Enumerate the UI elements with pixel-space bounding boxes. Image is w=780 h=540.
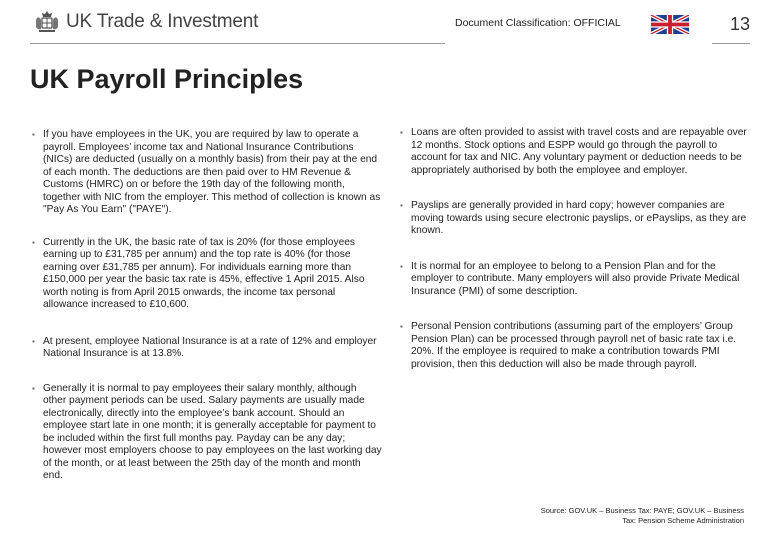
document-classification: Document Classification: OFFICIAL [455, 17, 621, 29]
header-divider-right [712, 43, 750, 44]
header-divider-left [30, 43, 445, 44]
royal-crest-icon [34, 10, 60, 34]
bullet-personal-pension: ▪ Personal Pension contributions (assuming part of the employers’ Group Pension Plan) can be processed through payroll net of basic rate tax i.e. 20%. If the employee is required to make a contribution towards PMI provision, then this deduction will also be made through payroll. [400, 321, 755, 371]
bullet-national-insurance: ▪ At present, employee National Insurance is at a rate of 12% and employer National Insurance is at 13.8%. [32, 336, 382, 361]
logo [34, 10, 258, 34]
bullet-salary-payment: ▪ Generally it is normal to pay employees their salary monthly, although other payment periods can be used. Salary payments are usually made electronically, directly into the employee’s bank account. Should an employee start late in one month; it is generally acceptable for payment to be included within the first full months pay. Payday can be any day; however most employers choose to pay employees on the last working day of the month, or at least between the 25th day of the month and month end. [32, 383, 382, 483]
right-bullet-list [400, 127, 755, 371]
page-title: UK Payroll Principles [30, 64, 304, 94]
bullet-payslips: ▪ Payslips are generally provided in hard copy; however companies are moving towards using secure electronic payslips, or ePayslips, as they are known. [400, 200, 755, 238]
logo-text: UK Trade & Investment [66, 11, 259, 32]
union-jack-icon [638, 15, 702, 39]
bullet-loans: ▪ Loans are often provided to assist with travel costs and are repayable over 12 months. Stock options and ESPP would go through the payroll to account for tax and NIC. Any voluntary payment or deduction needs to be appropriately authorised by both the employee and employer. [400, 127, 755, 177]
bullet-paye: ▪ If you have employees in the UK, you are required by law to operate a payroll. Employees’ income tax and National Insurance Contributions (NICs) are deducted (usually on a monthly basis) from their pay at the end of each month. The deductions are then paid over to HM Revenue & Customs (HMRC) on or before the 19th day of the following month, together with NIC from the employer. This method of collection is known as "Pay As You Earn" ("PAYE"). [32, 129, 382, 217]
left-bullet-list [32, 129, 382, 483]
bullet-tax-rates: ▪ Currently in the UK, the basic rate of tax is 20% (for those employees earning up to £31,785 per annum) and the top rate is 40% (for those earning over £31,785 per annum). For individuals earning more than £150,000 per year the basic tax rate is 45%, effective 1 April 2015. Also worth noting is from April 2015 onwards, the income tax personal allowance increased to £10,600. [32, 237, 382, 312]
bullet-pension-plan: ▪ It is normal for an employee to belong to a Pension Plan and for the employer to contribute. Many employers will also provide Private Medical Insurance (PMI) of some description. [400, 261, 755, 299]
source-line-2: Tax: Pension Scheme Administration [622, 516, 744, 525]
header [0, 0, 780, 48]
source-line-1: Source: GOV.UK – Business Tax: PAYE; GOV.UK – Business [540, 506, 744, 515]
source-note [484, 506, 744, 526]
page-number: 13 [730, 14, 751, 34]
